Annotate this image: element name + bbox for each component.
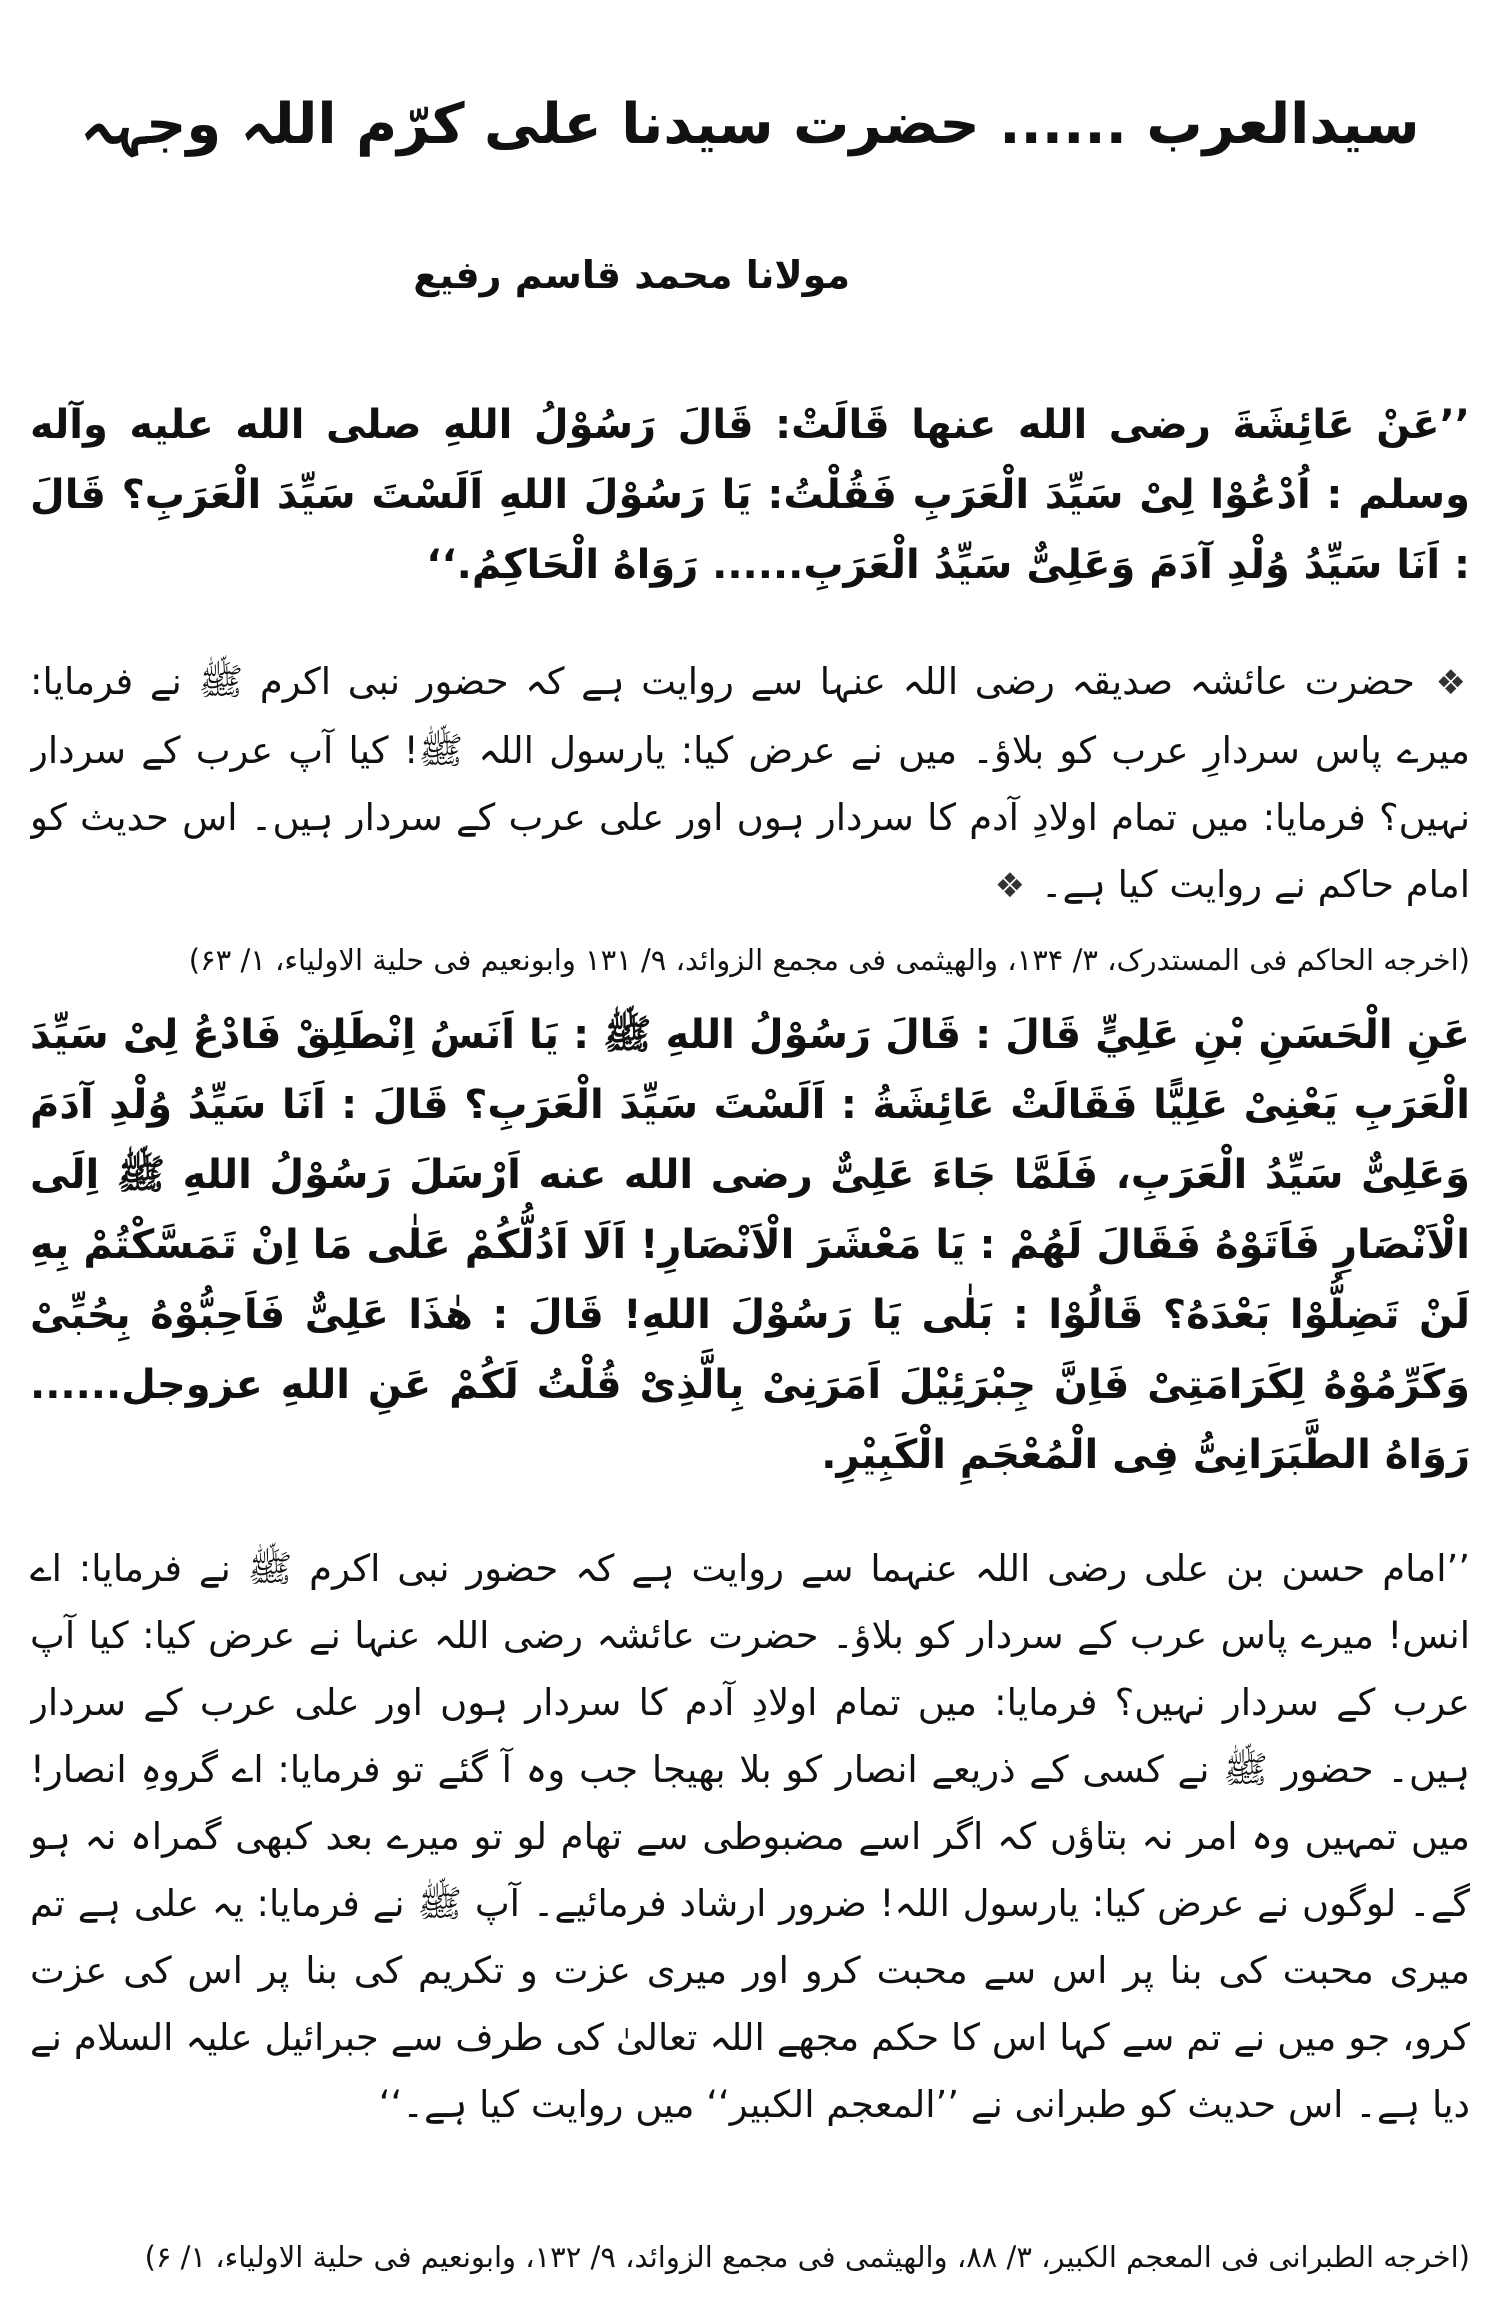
hadith-2-arabic-text: عَنِ الْحَسَنِ بْنِ عَلِيٍّ قَالَ : قَالَ رَسُوْلُ اللهِ ﷺ : یَا اَنَسُ اِنْطَلِقْ فَادْعُ لِیْ سَیِّدَ الْعَرَبِ یَعْنِیْ عَلِیًّا فَقَالَتْ عَائِشَةُ : اَلَسْتَ سَیِّدَ الْعَرَبِ؟ قَالَ : اَنَا سَیِّدُ وُلْدِ آدَمَ وَعَلِیٌّ سَیِّدُ الْعَرَبِ، فَلَمَّا جَاءَ عَلِیٌّ رضی الله عنه اَرْسَلَ رَسُوْلُ اللهِ ﷺ اِلَى الْاَنْصَارِ فَاَتَوْهُ فَقَالَ لَهُمْ : یَا مَعْشَرَ الْاَنْصَارِ! اَلَا اَدُلُّكُمْ عَلٰی مَا اِنْ تَمَسَّكْتُمْ بِهِ لَنْ تَضِلُّوْا بَعْدَهُ؟ قَالُوْا : بَلٰی یَا رَسُوْلَ اللهِ! قَالَ : هٰذَا عَلِیٌّ فَاَحِبُّوْهُ بِحُبِّیْ وَكَرِّمُوْهُ لِكَرَامَتِیْ فَاِنَّ جِبْرَئِیْلَ اَمَرَنِیْ بِالَّذِیْ قُلْتُ لَكُمْ عَنِ اللهِ عزوجل...... رَوَاهُ الطَّبَرَانِیُّ فِی الْمُعْجَمِ الْكَبِیْرِ. <box>30 1012 1470 1478</box>
author-name: مولانا محمد قاسم رفیع <box>413 253 850 297</box>
ornament-close-icon: ❖ <box>994 866 1026 906</box>
hadith-1-urdu-translation <box>30 648 1470 920</box>
hadith-2-reference: (اخرجه الطبرانی فی المعجم الكبير، ۳/ ۸۸، والهیثمی فی مجمع الزوائد، ۹/ ۱۳۲، وابونعیم فی حلیة الاولیاء، ۱/ ۶) <box>144 2240 1470 2274</box>
article-title: سیدالعرب ...... حضرت سیدنا علی کرّم اللہ وجہہ <box>80 92 1420 157</box>
hadith-1-arabic-text: ’’عَنْ عَائِشَةَ رضی الله عنها قَالَتْ: قَالَ رَسُوْلُ اللهِ صلى الله عليه وآله وسلم : اُدْعُوْا لِیْ سَیِّدَ الْعَرَبِ فَقُلْتُ: یَا رَسُوْلَ اللهِ اَلَسْتَ سَیِّدَ الْعَرَبِ؟ قَالَ : اَنَا سَیِّدُ وُلْدِ آدَمَ وَعَلِیٌّ سَیِّدُ الْعَرَبِ...... رَوَاهُ الْحَاكِمُ.‘‘ <box>30 402 1470 588</box>
hadith-2-urdu-translation: ’’امام حسن بن علی رضی اللہ عنہما سے روایت ہے کہ حضور نبی اکرم ﷺ نے فرمایا: اے انس! میرے پاس عرب کے سردار کو بلاؤ۔ حضرت عائشہ رضی اللہ عنہا نے عرض کیا: کیا آپ عرب کے سردار نہیں؟ فرمایا: میں تمام اولادِ آدم کا سردار ہوں اور علی عرب کے سردار ہیں۔ حضور ﷺ نے کسی کے ذریعے انصار کو بلا بھیجا جب وہ آ گئے تو فرمایا: اے گروہِ انصار! میں تمہیں وہ امر نہ بتاؤں کہ اگر اسے مضبوطی سے تھام لو تو میرے بعد کبھی گمراہ نہ ہو گے۔ لوگوں نے عرض کیا: یارسول اللہ! ضرور ارشاد فرمائیے۔ آپ ﷺ نے فرمایا: یہ علی ہے تم میری محبت کی بنا پر اس سے محبت کرو اور میری عزت و تکریم کی بنا پر اس کی عزت کرو، جو میں نے تم سے کہا اس کا حکم مجھے اللہ تعالیٰ کی طرف سے جبرائیل علیہ السلام نے دیا ہے۔ اس حدیث کو طبرانی نے ’’المعجم الکبیر‘‘ میں روایت کیا ہے۔‘‘ <box>30 1547 1470 2126</box>
hadith-1-urdu-text: حضرت عائشہ صدیقہ رضی اللہ عنہا سے روایت ہے کہ حضور نبی اکرم ﷺ نے فرمایا: میرے پاس سردارِ عرب کو بلاؤ۔ میں نے عرض کیا: یارسول اللہ ﷺ! کیا آپ عرب کے سردار نہیں؟ فرمایا: میں تمام اولادِ آدم کا سردار ہوں اور علی عرب کے سردار ہیں۔ اس حدیث کو امام حاکم نے روایت کیا ہے۔ <box>30 660 1470 906</box>
ornament-open-icon: ❖ <box>1435 663 1467 703</box>
hadith-1-reference: (اخرجه الحاكم فی المستدرک، ۳/ ۱۳۴، والهیثمی فی مجمع الزوائد، ۹/ ۱۳۱ وابونعیم فی حلیة الاولیاء، ۱/ ۶۳) <box>188 943 1470 977</box>
article-page <box>30 0 1470 2300</box>
